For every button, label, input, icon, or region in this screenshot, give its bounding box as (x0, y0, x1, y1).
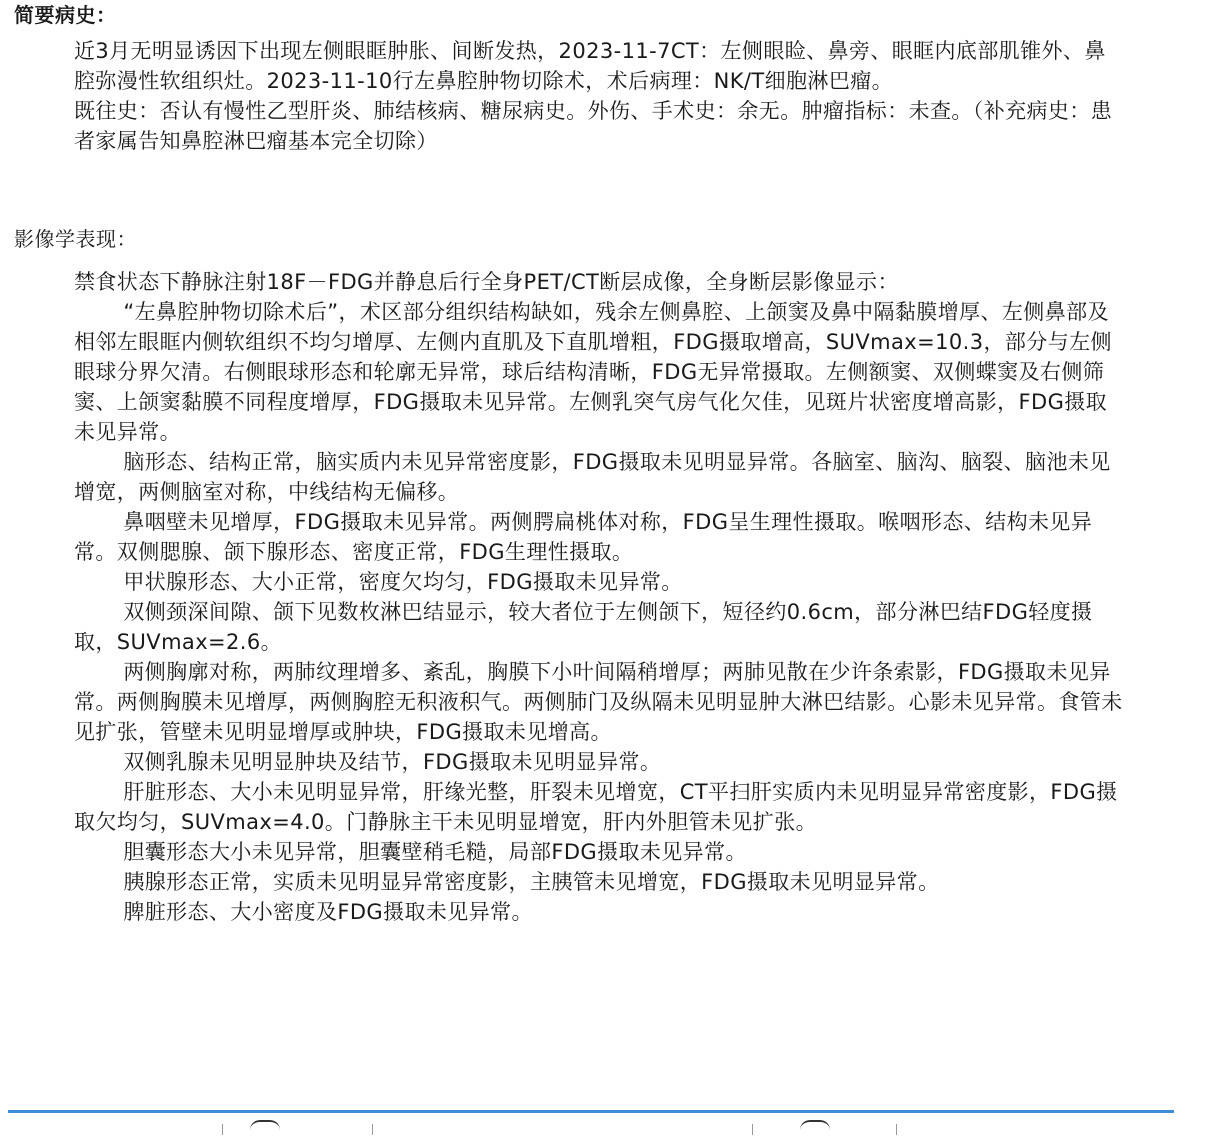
imaging-heading: 影像学表现： (14, 227, 137, 251)
finding-brain: 脑形态、结构正常，脑实质内未见异常密度影，FDG摄取未见明显异常。各脑室、脑沟、脑裂、脑池未见增宽，两侧脑室对称，中线结构无偏移。 (74, 450, 1111, 504)
footer-mark-left-end (372, 1124, 373, 1135)
finding-neck-lymph-nodes: 双侧颈深间隙、颌下见数枚淋巴结显示，较大者位于左侧颌下，短径约0.6cm，部分淋巴结FDG轻度摄取，SUVmax=2.6。 (74, 600, 1093, 654)
footer-mark-left (222, 1124, 223, 1135)
finding-nasopharynx: 鼻咽壁未见增厚，FDG摄取未见异常。两侧腭扁桃体对称，FDG呈生理性摄取。喉咽形态、结构未见异常。双侧腮腺、颌下腺形态、密度正常，FDG生理性摄取。 (74, 510, 1093, 564)
imaging-block (74, 267, 1124, 927)
history-paragraph-past-history: 既往史：否认有慢性乙型肝炎、肺结核病、糖尿病史。外伤、手术史：余无。肿瘤指标：未查。（补充病史：患者家属告知鼻腔淋巴瘤基本完全切除） (74, 99, 1113, 153)
finding-liver: 肝脏形态、大小未见明显异常，肝缘光整，肝裂未见增宽，CT平扫肝实质内未见明显异常密度影，FDG摄取欠均匀，SUVmax=4.0。门静脉主干未见明显增宽，肝内外胆管未见扩张。 (74, 780, 1118, 834)
finding-pancreas: 胰腺形态正常，实质未见明显异常密度影，主胰管未见增宽，FDG摄取未见明显异常。 (123, 870, 940, 894)
imaging-intro: 禁食状态下静脉注射18F－FDG并静息后行全身PET/CT断层成像，全身断层影像显示： (74, 270, 899, 294)
finding-thyroid: 甲状腺形态、大小正常，密度欠均匀，FDG摄取未见异常。 (123, 570, 683, 594)
history-block (74, 36, 1124, 156)
finding-chest: 两侧胸廓对称，两肺纹理增多、紊乱，胸膜下小叶间隔稍增厚；两肺见散在少许条索影，FDG摄取未见异常。两侧胸膜未见增厚，两侧胸腔无积液积气。两侧肺门及纵隔未见明显肿大淋巴结影。心影未见异常。食管未见扩张，管壁未见明显增厚或肿块，FDG摄取未见增高。 (74, 660, 1123, 744)
finding-nasal-orbit: “左鼻腔肿物切除术后”，术区部分组织结构缺如，残余左侧鼻腔、上颌窦及鼻中隔黏膜增厚、左侧鼻部及相邻左眼眶内侧软组织不均匀增厚、左侧内直肌及下直肌增粗，FDG摄取增高，SUVmax=10.3，部分与左侧眼球分界欠清。右侧眼球形态和轮廓无异常，球后结构清晰，FDG无异常摄取。左侧额窦、双侧蝶窦及右侧筛窦、上颌窦黏膜不同程度增厚，FDG摄取未见异常。左侧乳突气房气化欠佳，见斑片状密度增高影，FDG摄取未见异常。 (74, 300, 1112, 444)
footer-mark-right-end (896, 1124, 897, 1135)
footer-glyph-left-icon (250, 1120, 280, 1137)
history-paragraph-present-illness: 近3月无明显诱因下出现左侧眼眶肿胀、间断发热，2023-11-7CT：左侧眼睑、鼻旁、眼眶内底部肌锥外、鼻腔弥漫性软组织灶。2023-11-10行左鼻腔肿物切除术，术后病理：NK/T细胞淋巴瘤。 (74, 39, 1106, 93)
history-heading: 简要病史： (14, 3, 117, 27)
finding-gallbladder: 胆囊形态大小未见异常，胆囊壁稍毛糙，局部FDG摄取未见异常。 (123, 840, 747, 864)
footer-mark-right (752, 1124, 753, 1135)
finding-spleen: 脾脏形态、大小密度及FDG摄取未见异常。 (123, 900, 533, 924)
footer-glyph-right-icon (800, 1120, 830, 1137)
finding-breast: 双侧乳腺未见明显肿块及结节，FDG摄取未见明显异常。 (123, 750, 662, 774)
footer-divider (8, 1110, 1174, 1113)
